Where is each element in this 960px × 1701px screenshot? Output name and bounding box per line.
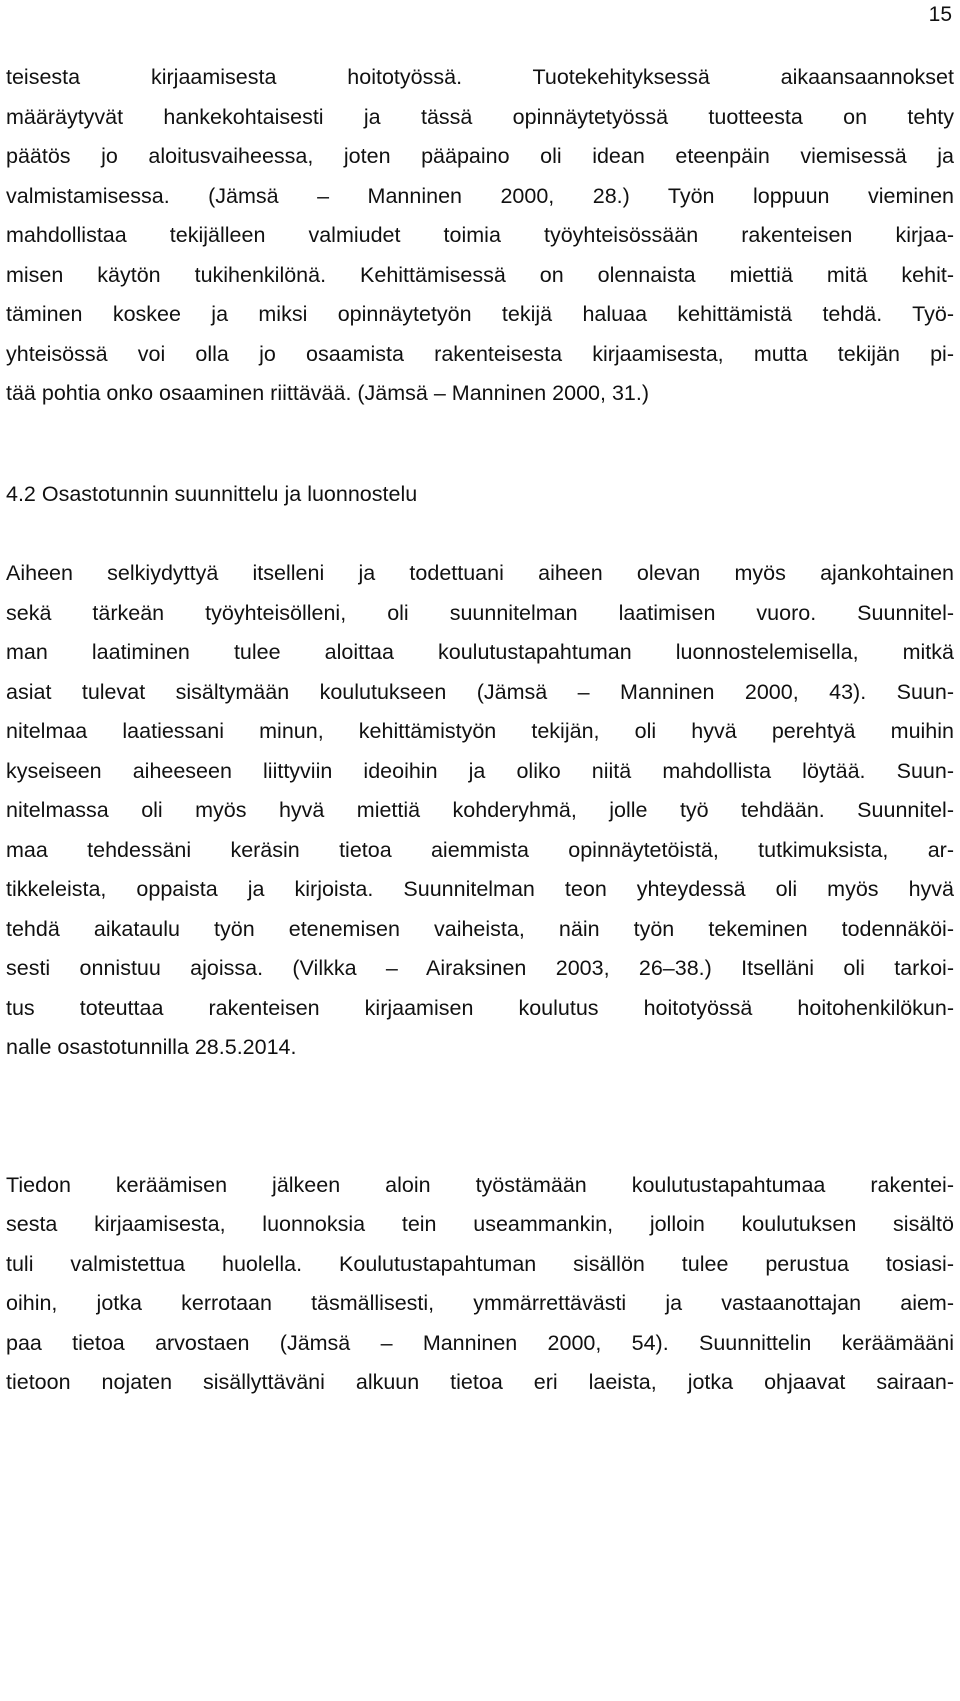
section-heading: 4.2 Osastotunnin suunnittelu ja luonnostelu bbox=[6, 481, 418, 506]
paragraph-line: määräytyvät hankekohtaisesti ja tässä opinnäytetyössä tuotteesta on tehty bbox=[6, 104, 954, 129]
paragraph-line: kyseiseen aiheeseen liittyviin ideoihin ja oliko niitä mahdollista löytää. Suun- bbox=[6, 758, 954, 783]
paragraph-line: teisesta kirjaamisesta hoitotyössä. Tuotekehityksessä aikaansaannokset bbox=[6, 65, 954, 89]
document-body bbox=[6, 58, 954, 1403]
paragraph-line: man laatiminen tulee aloittaa koulutustapahtuman luonnostelemisella, mitkä bbox=[6, 640, 954, 664]
paragraph-line: yhteisössä voi olla jo osaamista rakenteisesta kirjaamisesta, mutta tekijän pi- bbox=[6, 341, 954, 366]
paragraph-line: paa tietoa arvostaen (Jämsä – Manninen 2000, 54). Suunnittelin keräämääni bbox=[6, 1330, 954, 1355]
paragraph-line: nitelmassa oli myös hyvä miettiä kohderyhmä, jolle työ tehdään. Suunnitel- bbox=[6, 798, 954, 822]
paragraph-line: päätös jo aloitusvaiheessa, joten pääpaino oli idean eteenpäin viemisessä ja bbox=[6, 144, 954, 168]
paragraph-line: tehdä aikataulu työn etenemisen vaiheista, näin työn tekeminen todennäköi- bbox=[6, 916, 954, 941]
paragraph-line: valmistamisessa. (Jämsä – Manninen 2000, 28.) Työn loppuun vieminen bbox=[6, 183, 954, 208]
paragraph-line: tietoon nojaten sisällyttäväni alkuun tietoa eri laeista, jotka ohjaavat sairaan- bbox=[6, 1370, 954, 1394]
spacer bbox=[6, 514, 954, 554]
paragraph-line: tuli valmistettua huolella. Koulutustapahtuman sisällön tulee perustua tosiasi- bbox=[6, 1251, 954, 1276]
paragraph-line: mahdollistaa tekijälleen valmiudet toimia työyhteisössään rakenteisen kirjaa- bbox=[6, 223, 954, 247]
paragraph-2 bbox=[6, 554, 954, 1068]
paragraph-line: nitelmaa laatiessani minun, kehittämistyön tekijän, oli hyvä perehtyä muihin bbox=[6, 719, 954, 743]
paragraph-line: sekä tärkeän työyhteisölleni, oli suunnitelman laatimisen vuoro. Suunnitel- bbox=[6, 600, 954, 625]
paragraph-line: Aiheen selkiydyttyä itselleni ja todettuani aiheen olevan myös ajankohtainen bbox=[6, 561, 954, 585]
paragraph-1 bbox=[6, 58, 954, 414]
paragraph-line: tus toteuttaa rakenteisen kirjaamisen koulutus hoitotyössä hoitohenkilökun- bbox=[6, 995, 954, 1020]
paragraph-line: tää pohtia onko osaaminen riittävää. (Jämsä – Manninen 2000, 31.) bbox=[6, 381, 650, 405]
paragraph-line: sesti onnistuu ajoissa. (Vilkka – Airaksinen 2003, 26–38.) Itselläni oli tarkoi- bbox=[6, 956, 954, 980]
paragraph-line: sesta kirjaamisesta, luonnoksia tein useammankin, jolloin koulutuksen sisältö bbox=[6, 1212, 954, 1236]
paragraph-line: täminen koskee ja miksi opinnäytetyön tekijä haluaa kehittämistä tehdä. Työ- bbox=[6, 302, 954, 326]
spacer bbox=[6, 414, 954, 475]
paragraph-line: Tiedon keräämisen jälkeen aloin työstämään koulutustapahtumaa rakentei- bbox=[6, 1172, 954, 1197]
paragraph-3 bbox=[6, 1166, 954, 1403]
page-number: 15 bbox=[928, 3, 952, 26]
paragraph-line: maa tehdessäni keräsin tietoa aiemmista opinnäytetöistä, tutkimuksista, ar- bbox=[6, 837, 954, 862]
paragraph-line: tikkeleista, oppaista ja kirjoista. Suunnitelman teon yhteydessä oli myös hyvä bbox=[6, 877, 954, 901]
paragraph-line: nalle osastotunnilla 28.5.2014. bbox=[6, 1035, 297, 1059]
paragraph-line: asiat tulevat sisältymään koulutukseen (Jämsä – Manninen 2000, 43). Suun- bbox=[6, 679, 954, 704]
paragraph-line: oihin, jotka kerrotaan täsmällisesti, ymmärrettävästi ja vastaanottajan aiem- bbox=[6, 1291, 954, 1315]
spacer bbox=[6, 1068, 954, 1166]
paragraph-line: misen käytön tukihenkilönä. Kehittämisessä on olennaista miettiä mitä kehit- bbox=[6, 262, 954, 287]
